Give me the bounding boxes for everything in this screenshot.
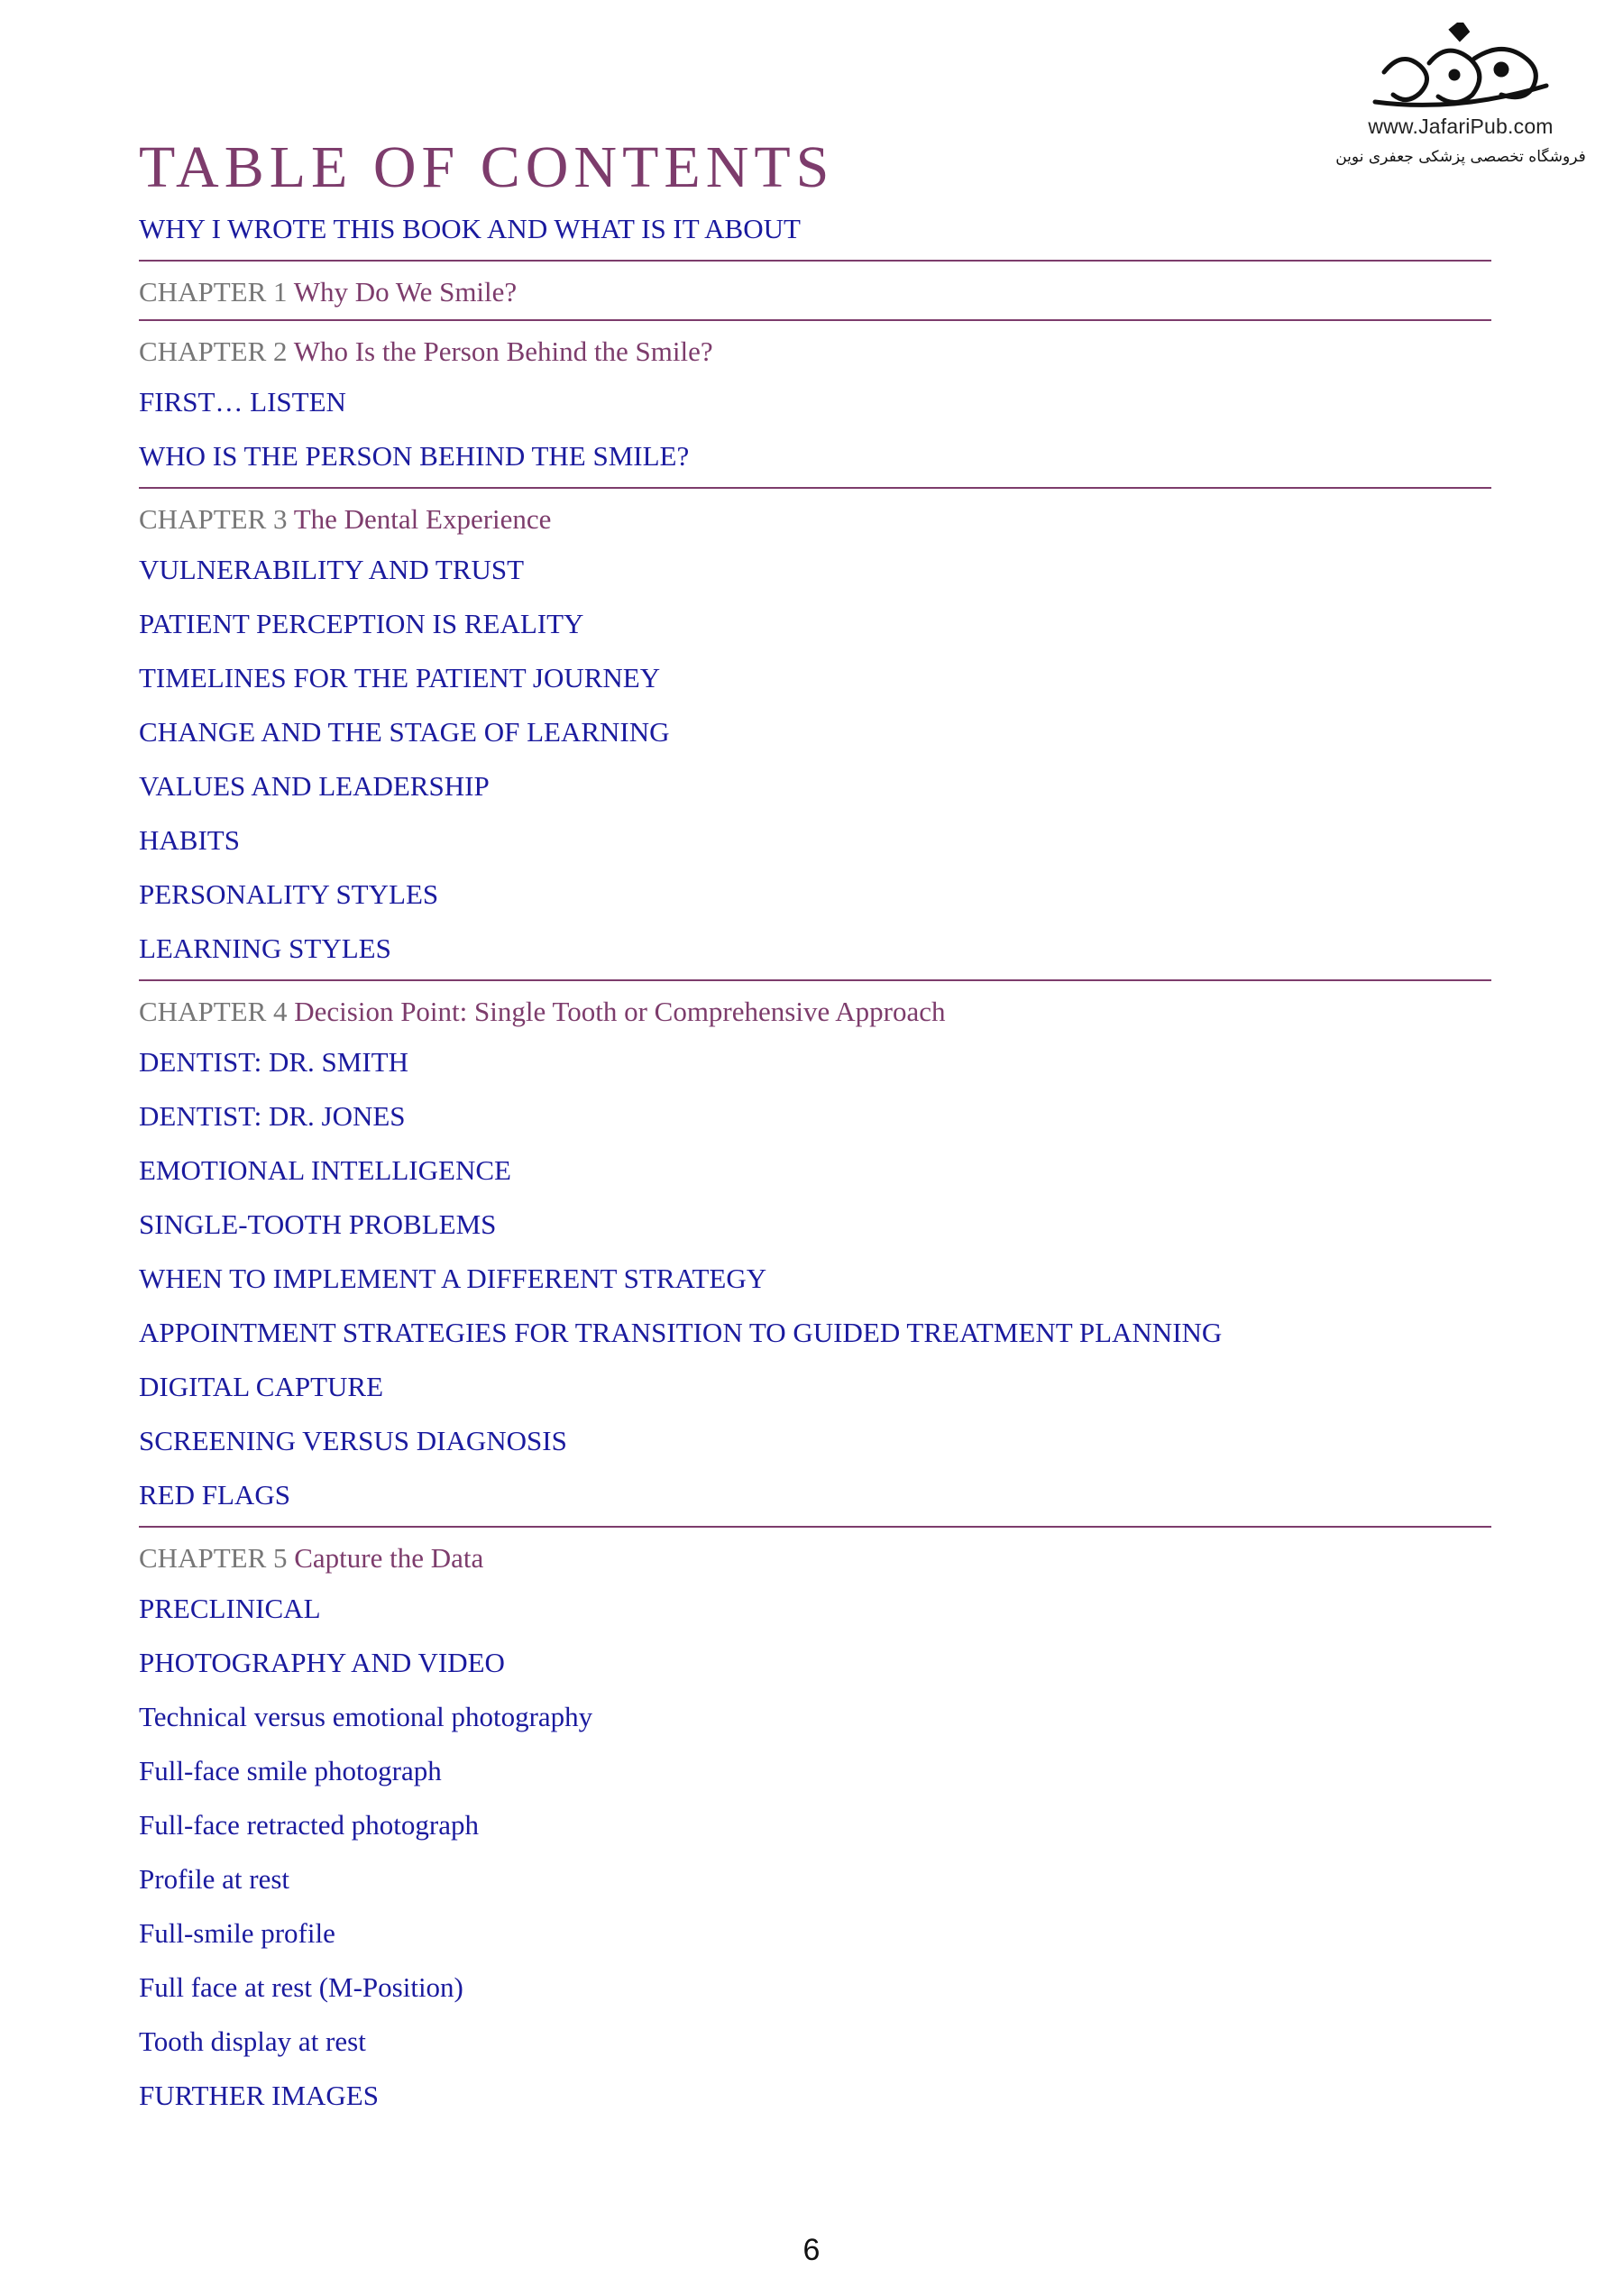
toc-section[interactable]: LEARNING STYLES [139,932,1491,981]
toc-chapter-2[interactable] [139,335,1491,386]
publisher-tagline: فروشگاه تخصصی پزشکی جعفری نوین [1335,148,1586,166]
toc-section[interactable]: FURTHER IMAGES [139,2080,379,2111]
publisher-url: www.JafariPub.com [1368,115,1554,138]
toc-section[interactable]: HABITS [139,824,240,856]
toc-section[interactable]: VULNERABILITY AND TRUST [139,554,525,585]
chapter-label: CHAPTER 2 [139,335,288,367]
toc-chapter-1[interactable] [139,276,1491,321]
toc-section[interactable]: Tooth display at rest [139,2025,366,2057]
toc-section[interactable]: Technical versus emotional photography [139,1701,593,1732]
page-number: 6 [802,2233,821,2267]
toc-chapter-3[interactable] [139,503,1491,554]
toc-section[interactable]: CHANGE AND THE STAGE OF LEARNING [139,716,670,748]
toc-section[interactable]: EMOTIONAL INTELLIGENCE [139,1154,511,1186]
toc-section[interactable]: WHEN TO IMPLEMENT A DIFFERENT STRATEGY [139,1263,767,1294]
toc-section[interactable]: PHOTOGRAPHY AND VIDEO [139,1647,505,1678]
toc-intro-link[interactable]: WHY I WROTE THIS BOOK AND WHAT IS IT ABOUT [139,213,1491,262]
toc-section[interactable]: TIMELINES FOR THE PATIENT JOURNEY [139,662,661,693]
toc-section[interactable]: FIRST… LISTEN [139,386,346,418]
toc-section[interactable]: DIGITAL CAPTURE [139,1371,384,1402]
toc-section[interactable]: Full-face smile photograph [139,1755,442,1786]
toc-section[interactable]: SINGLE-TOOTH PROBLEMS [139,1208,497,1240]
toc-section[interactable]: WHO IS THE PERSON BEHIND THE SMILE? [139,440,1491,489]
chapter-title: Capture the Data [294,1542,484,1574]
chapter-title: Who Is the Person Behind the Smile? [293,335,713,367]
toc-section[interactable]: Full-smile profile [139,1917,335,1949]
toc-chapter-4[interactable] [139,996,1491,1046]
chapter-label: CHAPTER 5 [139,1542,288,1574]
toc-section[interactable]: VALUES AND LEADERSHIP [139,770,490,802]
toc-section[interactable]: SCREENING VERSUS DIAGNOSIS [139,1425,567,1456]
chapter-label: CHAPTER 4 [139,996,288,1027]
toc-section[interactable]: PERSONALITY STYLES [139,878,439,910]
page-title: TABLE OF CONTENTS [139,134,835,200]
chapter-label: CHAPTER 3 [139,503,288,535]
chapter-title: Why Do We Smile? [293,276,518,308]
toc-section[interactable]: DENTIST: DR. SMITH [139,1046,408,1078]
toc-section[interactable]: Full face at rest (M-Position) [139,1971,463,2003]
toc-section[interactable]: Profile at rest [139,1863,290,1895]
chapter-label: CHAPTER 1 [139,276,288,308]
chapter-title: The Dental Experience [293,503,552,535]
toc-chapter-5[interactable] [139,1542,1491,1593]
toc-section[interactable]: RED FLAGS [139,1479,1491,1528]
calligraphy-logo-icon [1366,23,1555,113]
publisher-logo [1330,23,1591,185]
toc-section[interactable]: APPOINTMENT STRATEGIES FOR TRANSITION TO GUIDED TREATMENT PLANNING [139,1317,1223,1348]
table-of-contents [139,213,1491,2134]
toc-section[interactable]: DENTIST: DR. JONES [139,1100,406,1132]
toc-section[interactable]: Full-face retracted photograph [139,1809,479,1841]
toc-section[interactable]: PRECLINICAL [139,1593,321,1624]
toc-section[interactable]: PATIENT PERCEPTION IS REALITY [139,608,584,639]
chapter-title: Decision Point: Single Tooth or Comprehensive Approach [294,996,946,1027]
